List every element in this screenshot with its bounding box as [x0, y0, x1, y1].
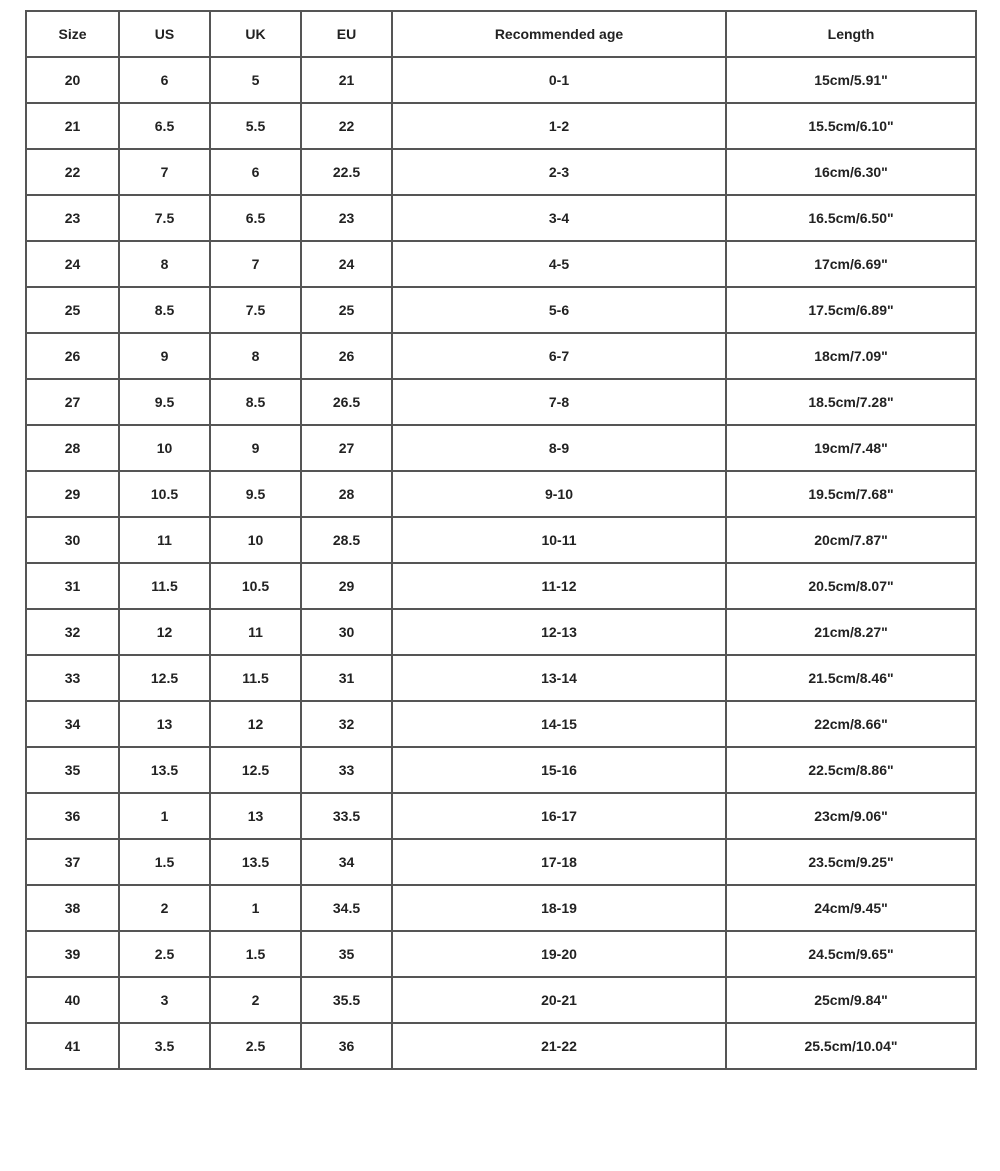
- cell-eu: 33: [301, 747, 392, 793]
- cell-size: 31: [26, 563, 119, 609]
- header-recommended-age: Recommended age: [392, 11, 726, 57]
- cell-size: 27: [26, 379, 119, 425]
- cell-eu: 27: [301, 425, 392, 471]
- cell-eu: 28: [301, 471, 392, 517]
- table-row: [26, 793, 976, 839]
- cell-size: 30: [26, 517, 119, 563]
- cell-uk: 7: [210, 241, 301, 287]
- cell-uk: 6.5: [210, 195, 301, 241]
- cell-size: 39: [26, 931, 119, 977]
- cell-eu: 25: [301, 287, 392, 333]
- cell-eu: 24: [301, 241, 392, 287]
- cell-length: 16.5cm/6.50": [726, 195, 976, 241]
- cell-uk: 10: [210, 517, 301, 563]
- cell-us: 9: [119, 333, 210, 379]
- cell-eu: 28.5: [301, 517, 392, 563]
- cell-us: 3: [119, 977, 210, 1023]
- cell-eu: 29: [301, 563, 392, 609]
- cell-length: 22.5cm/8.86": [726, 747, 976, 793]
- cell-us: 6: [119, 57, 210, 103]
- cell-size: 22: [26, 149, 119, 195]
- cell-uk: 13.5: [210, 839, 301, 885]
- table-row: [26, 747, 976, 793]
- table-row: [26, 655, 976, 701]
- cell-us: 1: [119, 793, 210, 839]
- cell-uk: 11.5: [210, 655, 301, 701]
- cell-eu: 35.5: [301, 977, 392, 1023]
- cell-us: 11: [119, 517, 210, 563]
- cell-length: 19cm/7.48": [726, 425, 976, 471]
- cell-size: 38: [26, 885, 119, 931]
- cell-length: 15.5cm/6.10": [726, 103, 976, 149]
- table-row: [26, 1023, 976, 1069]
- cell-eu: 32: [301, 701, 392, 747]
- cell-eu: 30: [301, 609, 392, 655]
- cell-length: 22cm/8.66": [726, 701, 976, 747]
- table-row: [26, 195, 976, 241]
- cell-recommended-age: 3-4: [392, 195, 726, 241]
- cell-uk: 5: [210, 57, 301, 103]
- cell-eu: 22.5: [301, 149, 392, 195]
- cell-uk: 9: [210, 425, 301, 471]
- cell-size: 20: [26, 57, 119, 103]
- cell-uk: 13: [210, 793, 301, 839]
- cell-recommended-age: 5-6: [392, 287, 726, 333]
- cell-us: 1.5: [119, 839, 210, 885]
- cell-recommended-age: 0-1: [392, 57, 726, 103]
- cell-size: 35: [26, 747, 119, 793]
- table-row: [26, 701, 976, 747]
- cell-length: 15cm/5.91": [726, 57, 976, 103]
- cell-recommended-age: 9-10: [392, 471, 726, 517]
- cell-length: 25cm/9.84": [726, 977, 976, 1023]
- cell-uk: 2: [210, 977, 301, 1023]
- table-row: [26, 241, 976, 287]
- header-eu: EU: [301, 11, 392, 57]
- cell-uk: 5.5: [210, 103, 301, 149]
- cell-eu: 33.5: [301, 793, 392, 839]
- cell-recommended-age: 14-15: [392, 701, 726, 747]
- cell-us: 10.5: [119, 471, 210, 517]
- cell-recommended-age: 10-11: [392, 517, 726, 563]
- cell-uk: 7.5: [210, 287, 301, 333]
- cell-size: 26: [26, 333, 119, 379]
- table-header: [26, 11, 976, 57]
- table-row: [26, 609, 976, 655]
- cell-recommended-age: 12-13: [392, 609, 726, 655]
- cell-us: 2.5: [119, 931, 210, 977]
- table-row: [26, 977, 976, 1023]
- cell-recommended-age: 6-7: [392, 333, 726, 379]
- cell-us: 7: [119, 149, 210, 195]
- cell-recommended-age: 1-2: [392, 103, 726, 149]
- cell-size: 28: [26, 425, 119, 471]
- table-row: [26, 103, 976, 149]
- cell-us: 7.5: [119, 195, 210, 241]
- cell-recommended-age: 19-20: [392, 931, 726, 977]
- table-row: [26, 149, 976, 195]
- cell-uk: 8: [210, 333, 301, 379]
- table-row: [26, 57, 976, 103]
- header-size: Size: [26, 11, 119, 57]
- cell-length: 21cm/8.27": [726, 609, 976, 655]
- cell-size: 21: [26, 103, 119, 149]
- cell-eu: 23: [301, 195, 392, 241]
- cell-eu: 21: [301, 57, 392, 103]
- cell-recommended-age: 4-5: [392, 241, 726, 287]
- cell-length: 24.5cm/9.65": [726, 931, 976, 977]
- cell-eu: 34: [301, 839, 392, 885]
- size-chart-table: [25, 10, 977, 1070]
- cell-uk: 11: [210, 609, 301, 655]
- cell-size: 36: [26, 793, 119, 839]
- header-us: US: [119, 11, 210, 57]
- cell-size: 33: [26, 655, 119, 701]
- cell-us: 6.5: [119, 103, 210, 149]
- cell-length: 23cm/9.06": [726, 793, 976, 839]
- cell-size: 37: [26, 839, 119, 885]
- cell-uk: 1.5: [210, 931, 301, 977]
- cell-length: 20cm/7.87": [726, 517, 976, 563]
- cell-us: 9.5: [119, 379, 210, 425]
- cell-length: 18.5cm/7.28": [726, 379, 976, 425]
- cell-eu: 34.5: [301, 885, 392, 931]
- cell-size: 32: [26, 609, 119, 655]
- cell-uk: 12: [210, 701, 301, 747]
- cell-recommended-age: 18-19: [392, 885, 726, 931]
- cell-us: 12: [119, 609, 210, 655]
- cell-uk: 1: [210, 885, 301, 931]
- table-row: [26, 931, 976, 977]
- cell-uk: 9.5: [210, 471, 301, 517]
- cell-eu: 31: [301, 655, 392, 701]
- cell-length: 23.5cm/9.25": [726, 839, 976, 885]
- cell-size: 41: [26, 1023, 119, 1069]
- cell-eu: 26: [301, 333, 392, 379]
- cell-eu: 36: [301, 1023, 392, 1069]
- table-row: [26, 333, 976, 379]
- cell-uk: 8.5: [210, 379, 301, 425]
- cell-us: 12.5: [119, 655, 210, 701]
- cell-length: 18cm/7.09": [726, 333, 976, 379]
- header-uk: UK: [210, 11, 301, 57]
- table-body: [26, 57, 976, 1069]
- cell-size: 34: [26, 701, 119, 747]
- cell-length: 17.5cm/6.89": [726, 287, 976, 333]
- cell-uk: 6: [210, 149, 301, 195]
- cell-length: 24cm/9.45": [726, 885, 976, 931]
- cell-recommended-age: 13-14: [392, 655, 726, 701]
- cell-uk: 12.5: [210, 747, 301, 793]
- cell-size: 24: [26, 241, 119, 287]
- cell-length: 25.5cm/10.04": [726, 1023, 976, 1069]
- table-row: [26, 563, 976, 609]
- cell-eu: 35: [301, 931, 392, 977]
- cell-eu: 26.5: [301, 379, 392, 425]
- table-row: [26, 885, 976, 931]
- table-row: [26, 287, 976, 333]
- cell-recommended-age: 21-22: [392, 1023, 726, 1069]
- cell-uk: 10.5: [210, 563, 301, 609]
- cell-length: 21.5cm/8.46": [726, 655, 976, 701]
- table-row: [26, 839, 976, 885]
- table-row: [26, 425, 976, 471]
- cell-length: 16cm/6.30": [726, 149, 976, 195]
- cell-us: 13: [119, 701, 210, 747]
- cell-us: 8: [119, 241, 210, 287]
- cell-uk: 2.5: [210, 1023, 301, 1069]
- header-row: [26, 11, 976, 57]
- cell-size: 29: [26, 471, 119, 517]
- cell-us: 3.5: [119, 1023, 210, 1069]
- cell-recommended-age: 2-3: [392, 149, 726, 195]
- cell-recommended-age: 16-17: [392, 793, 726, 839]
- cell-us: 13.5: [119, 747, 210, 793]
- cell-recommended-age: 11-12: [392, 563, 726, 609]
- cell-us: 11.5: [119, 563, 210, 609]
- cell-us: 8.5: [119, 287, 210, 333]
- cell-eu: 22: [301, 103, 392, 149]
- cell-size: 23: [26, 195, 119, 241]
- cell-us: 10: [119, 425, 210, 471]
- cell-recommended-age: 7-8: [392, 379, 726, 425]
- table-row: [26, 471, 976, 517]
- cell-size: 25: [26, 287, 119, 333]
- table-row: [26, 379, 976, 425]
- cell-recommended-age: 20-21: [392, 977, 726, 1023]
- cell-recommended-age: 15-16: [392, 747, 726, 793]
- table-row: [26, 517, 976, 563]
- cell-recommended-age: 17-18: [392, 839, 726, 885]
- cell-length: 17cm/6.69": [726, 241, 976, 287]
- cell-us: 2: [119, 885, 210, 931]
- header-length: Length: [726, 11, 976, 57]
- cell-recommended-age: 8-9: [392, 425, 726, 471]
- cell-length: 20.5cm/8.07": [726, 563, 976, 609]
- cell-size: 40: [26, 977, 119, 1023]
- cell-length: 19.5cm/7.68": [726, 471, 976, 517]
